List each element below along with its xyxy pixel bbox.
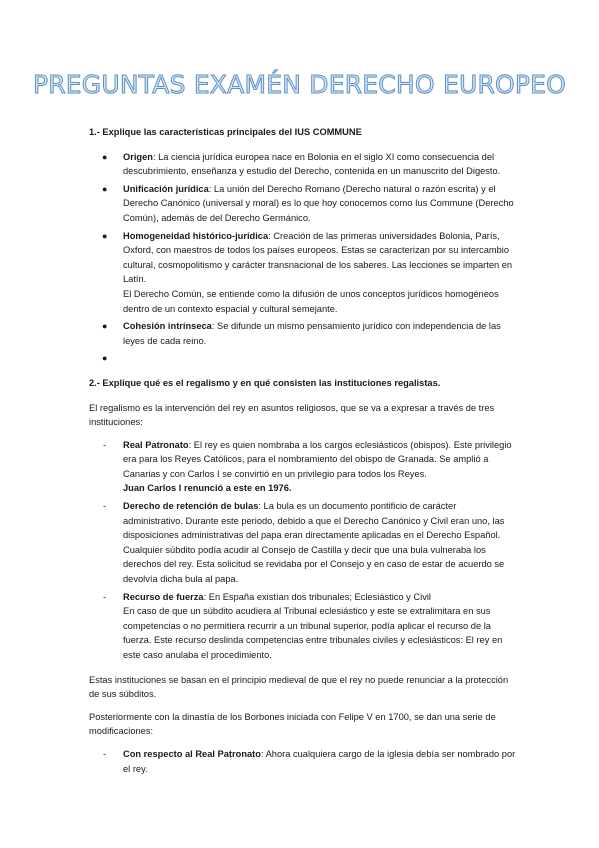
bullet-marker: ● [102,183,108,194]
bullet-marker: ● [102,230,108,241]
item-label: Unificación jurídica [123,183,209,194]
list-item [89,747,517,776]
item-text: : El rey es quien nombraba a los cargos eclesiásticos (obispos). Este privilegio era para los Reyes Católicos, para el nombramiento del obispo de Granada. Se amplió a Canarias y con Carlos I se convirtió en un privilegio para todos los Reyes. [123,439,512,479]
item-extra: El Derecho Común, se entiende como la difusión de unos conceptos jurídicos homogéneos dentro de un contexto espacial y cultural semejante. [123,288,499,314]
list-item [89,499,517,587]
item-text: : Se difunde un mismo pensamiento jurídico con independencia de las leyes de cada reino. [123,321,501,346]
document-body [89,125,517,786]
document-title: PREGUNTAS EXAMÉN DERECHO EUROPEO [32,70,567,99]
item-extra: En caso de que un súbdito acudiera al Tribunal eclesiástico y este se extralimitara en sus competencias o no permitiera recurrir a un tribunal superior, podía aplicar el recurso de la fuerza. Este recurso deslinda competencias entre tribunales civiles y eclesiásticos: El rey en este caso anulaba el procedimiento. [123,606,503,660]
item-text: : La unión del Derecho Romano (Derecho natural o razón escrita) y el Derecho Canónico (universal y moral) es lo que hoy conocemos como Ius Commune (Derecho Común), además de del Derecho Germánico. [123,183,514,223]
dash-marker: - [103,439,107,450]
question-1-heading: 1.- Explique las características principales del IUS COMMUNE [89,127,362,137]
list-item [89,182,517,226]
list-item [89,319,517,348]
list-item [89,150,517,179]
item-label: Recurso de fuerza [123,591,204,602]
item-text: : La bula es un documento pontificio de carácter administrativo. Durante este periodo, debido a que el Derecho Canónico y Civil eran uno, las disposiciones administrativas del papa eran directamente aplicadas en el Derecho Español. Cualquier súbdito podía acudir al Consejo de Castilla y decir que una bula vulneraba los derechos del rey. Esta solicitud se revidaba por el Consejo y en caso de estar de acuerdo se devolvía dicha bula al papa. [123,501,505,585]
item-text: : En España existían dos tribunales; Eclesiástico y Civil [203,591,431,602]
dash-marker: - [103,591,107,602]
question-2-intro: El regalismo es la intervención del rey en asuntos religiosos, que se va a expresar a través de tres instituciones: [89,402,495,428]
list-item [89,229,517,317]
list-item-empty [89,351,517,366]
list-item [89,438,517,496]
item-text: : Creación de las primeras universidades Bolonia, París, Oxford, con maestros de todos los países europeos. Estas se caracterizan por su intercambio cultural, cosmopolitismo y carácter transnacional de los saberes. Las lecciones se imparten en Latín. [123,230,513,285]
item-label: Homogeneidad histórico-jurídica [123,230,269,241]
bullet-marker: ● [102,151,108,162]
item-label: Con respecto al Real Patronato [123,748,261,759]
dash-marker: - [103,501,107,512]
question-2-list [89,438,517,663]
paragraph: Estas instituciones se basan en el principio medieval de que el rey no puede renunciar a la protección de sus súbditos. [89,674,509,700]
item-label: Origen [123,151,153,162]
dash-marker: - [103,748,107,759]
question-1-list [89,150,517,366]
list-item [89,590,517,663]
paragraph: Posteriormente con la dinastía de los Borbones iniciada con Felipe V en 1700, se dan una serie de modificaciones: [89,711,496,737]
item-text: : La ciencia jurídica europea nace en Bolonia en el siglo XI como consecuencia del descubrimiento, enseñanza y estudio del Derecho, contenida en un manuscrito del Digesto. [123,151,501,177]
item-text: : Ahora cualquiera cargo de la iglesia debía ser nombrado por el rey. [123,748,516,774]
item-bold-tail: Juan Carlos I renunció a este en 1976. [123,483,292,494]
item-label: Derecho de retención de bulas [123,501,259,512]
bullet-marker: ● [102,353,108,364]
question-2-heading: 2.- Explique qué es el regalismo y en qué consisten las instituciones regalistas. [89,377,441,388]
item-label: Cohesión intrínseca [123,321,212,332]
bullet-marker: ● [102,321,108,332]
question-2-list-2 [89,747,517,776]
item-label: Real Patronato [123,439,189,450]
